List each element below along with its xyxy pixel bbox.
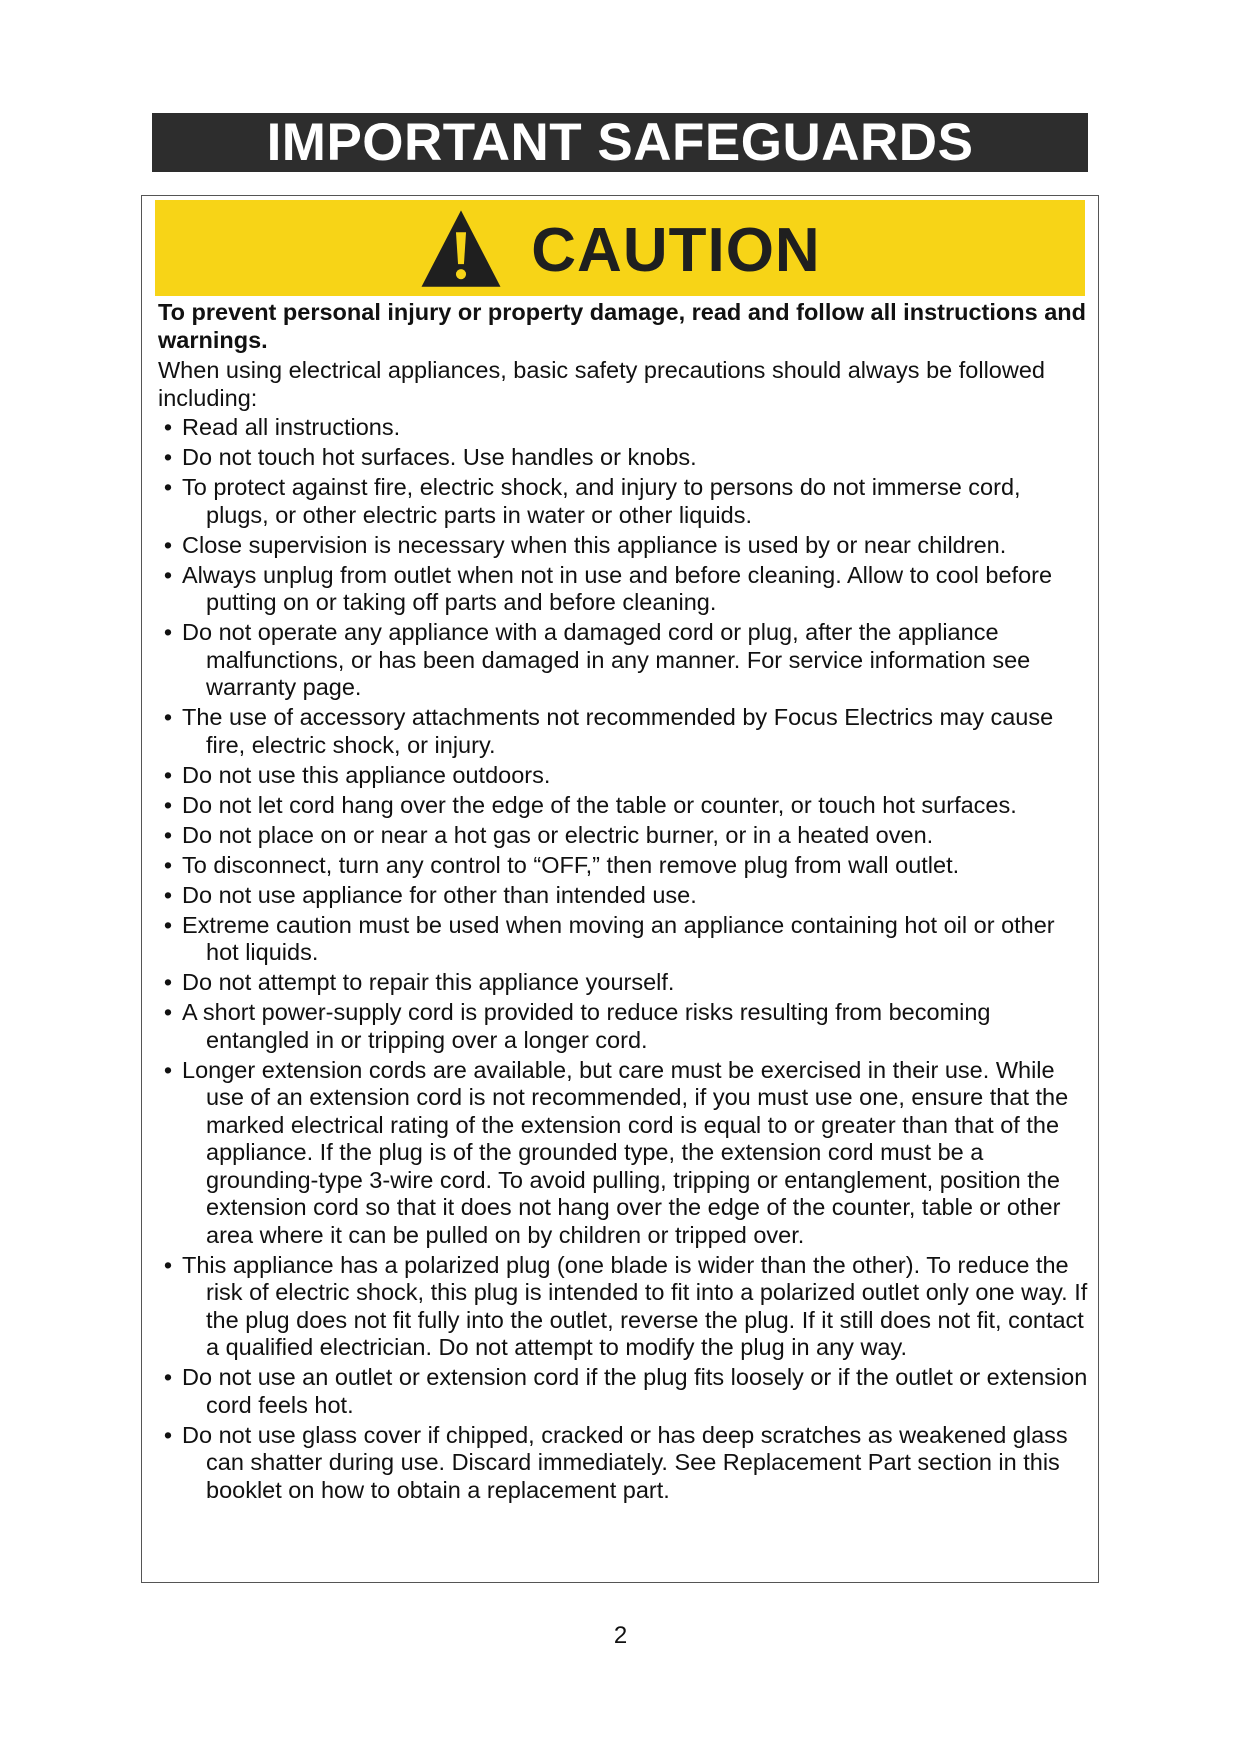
safeguard-text: To disconnect, turn any control to “OFF,” then remove plug from wall outlet. [182,851,960,878]
bullet-icon: • [163,791,173,818]
safeguard-item [158,1422,1088,1505]
safeguard-text: Do not touch hot surfaces. Use handles or knobs. [182,444,697,470]
safeguard-item [158,532,1088,560]
safeguard-text: Extreme caution must be used when moving an appliance containing hot oil or other hot liquids. [182,911,1055,965]
safeguard-item [158,852,1088,880]
safeguard-text: Read all instructions. [182,414,401,440]
safeguard-text: Do not use appliance for other than intended use. [182,881,697,908]
bullet-icon: • [163,561,173,588]
safeguard-item [158,1364,1088,1419]
caution-label: CAUTION [531,216,821,285]
safeguard-item [158,414,1088,442]
lead-warning: To prevent personal injury or property damage, read and follow all instructions and warnings. [158,299,1086,353]
bullet-icon: • [163,969,173,995]
bullet-icon: • [163,531,173,558]
safeguard-text: Longer extension cords are available, but care must be exercised in their use. While use of an extension cord is not recommended, if you must use one, ensure that the marked electrical rating of the extension cord is equal to or greater than that of the appliance. If the plug is of the grounded type, the extension cord must be a grounding-type 3-wire cord. To avoid pulling, tripping or entanglement, position the extension cord so that it does not hang over the edge of the counter, table or other area where it can be pulled on by children or tripped over. [182,1056,1069,1248]
safeguard-item [158,704,1088,759]
safeguard-item [158,1252,1088,1362]
intro-text: When using electrical appliances, basic safety precautions should always be followed including: [158,357,1045,411]
safeguard-item [158,562,1088,617]
safeguards-text [158,297,1088,1507]
safeguard-text: This appliance has a polarized plug (one blade is wider than the other). To reduce the risk of electric shock, this plug is intended to fit into a polarized outlet only one way. If the plug does not fit fully into the outlet, reverse the plug. If it still does not fit, contact a qualified electrician. Do not attempt to modify the plug in any way. [182,1251,1088,1360]
bullet-icon: • [163,761,173,788]
bullet-icon: • [163,619,173,645]
safeguard-item [158,822,1088,850]
safeguard-text: To protect against fire, electric shock, and injury to persons do not immerse cord, plugs, or other electric parts in water or other liquids. [182,474,1021,528]
bullet-icon: • [163,474,173,500]
safeguard-text: Do not let cord hang over the edge of the table or counter, or touch hot surfaces. [182,791,1017,818]
safeguard-text: Close supervision is necessary when this appliance is used by or near children. [182,531,1007,558]
bullet-icon: • [163,1364,173,1390]
bullet-icon: • [163,1421,173,1448]
safeguard-text: Always unplug from outlet when not in use and before cleaning. Allow to cool before putting on or taking off parts and before cleaning. [182,561,1053,615]
page-title: IMPORTANT SAFEGUARDS [152,113,1088,172]
bullet-icon: • [163,881,173,908]
bullet-icon: • [163,821,173,848]
safeguard-item [158,619,1088,702]
safeguard-item [158,762,1088,790]
safeguard-item [158,474,1088,529]
bullet-icon: • [163,414,173,440]
safeguard-item [158,444,1088,472]
safeguard-item [158,999,1088,1054]
safeguard-item [158,882,1088,910]
safeguard-text: The use of accessory attachments not recommended by Focus Electrics may cause fire, electric shock, or injury. [182,704,1054,758]
warning-triangle-icon [419,207,503,291]
safeguard-text: Do not use an outlet or extension cord if the plug fits loosely or if the outlet or extension cord feels hot. [182,1364,1088,1418]
safeguard-item [158,912,1088,967]
safeguard-item [158,969,1088,997]
bullet-icon: • [163,1251,173,1278]
safeguard-text: Do not use this appliance outdoors. [182,761,551,788]
safeguard-text: Do not place on or near a hot gas or electric burner, or in a heated oven. [182,821,934,848]
page-number: 2 [613,1622,628,1649]
safeguard-text: Do not use glass cover if chipped, cracked or has deep scratches as weakened glass can shatter during use. Discard immediately. See Replacement Part section in this booklet on how to obtain a replacement part. [182,1421,1068,1503]
safeguard-text: A short power-supply cord is provided to reduce risks resulting from becoming entangled in or tripping over a longer cord. [182,999,991,1053]
bullet-icon: • [163,911,173,938]
safeguards-box [141,195,1099,1583]
bullet-icon: • [163,999,173,1025]
safeguard-text: Do not operate any appliance with a damaged cord or plug, after the appliance malfunctions, or has been damaged in any manner. For service information see warranty page. [182,619,1031,700]
safeguard-item [158,1057,1088,1250]
bullet-icon: • [163,704,173,730]
safeguard-text: Do not attempt to repair this appliance yourself. [182,969,675,995]
safeguard-list [158,414,1088,1504]
caution-banner [155,200,1085,296]
safeguard-item [158,792,1088,820]
bullet-icon: • [163,851,173,878]
bullet-icon: • [163,1056,173,1083]
bullet-icon: • [163,444,173,470]
